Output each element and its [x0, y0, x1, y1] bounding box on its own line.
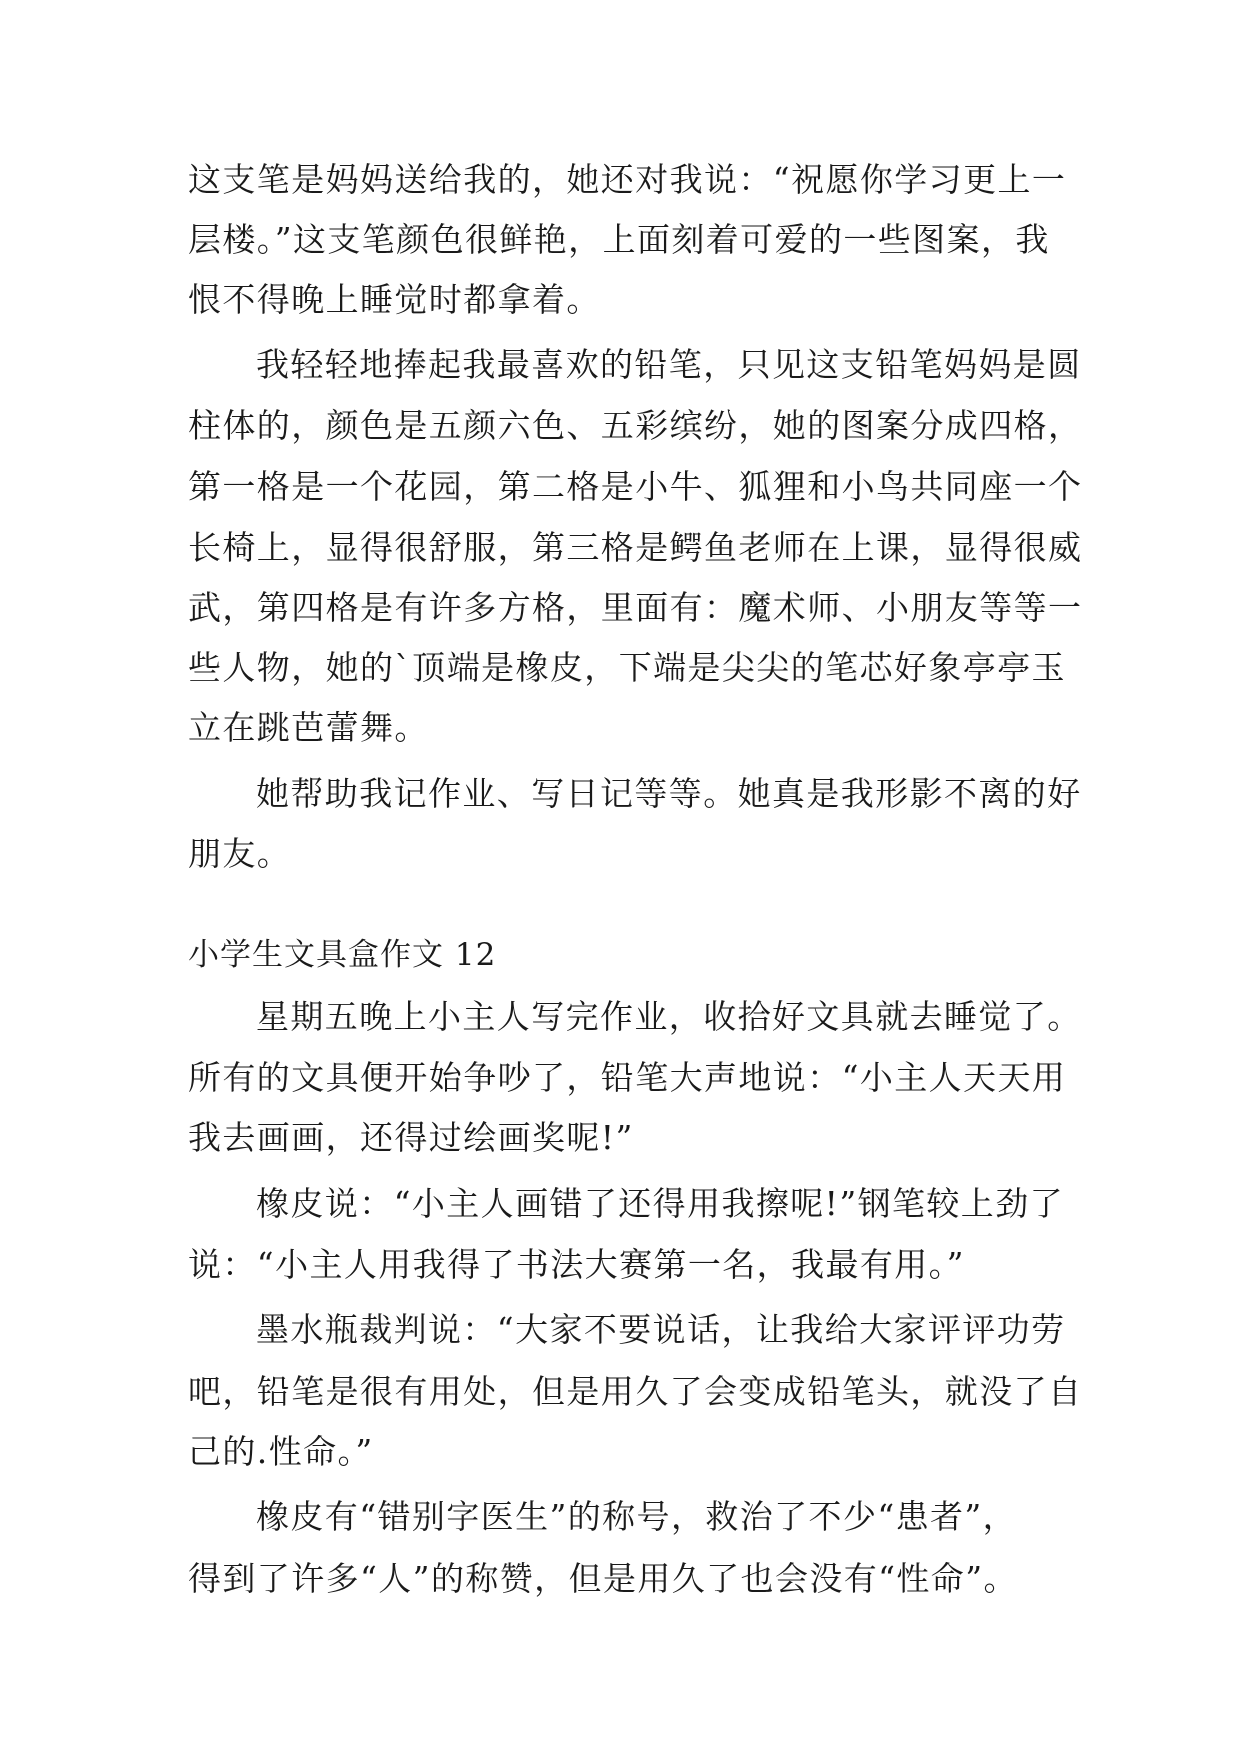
- text-line: 己的.性命。”: [188, 1432, 374, 1471]
- text-line: 橡皮有“错别字医生”的称号，救治了不少“患者”，: [256, 1497, 1018, 1536]
- text-line: 立在跳芭蕾舞。: [188, 708, 429, 747]
- text-line: 武，第四格是有许多方格，里面有：魔术师、小朋友等等一: [188, 588, 1083, 627]
- text-line: 我轻轻地捧起我最喜欢的铅笔，只见这支铅笔妈妈是圆: [256, 345, 1082, 384]
- text-line: 层楼。”这支笔颜色很鲜艳，上面刻着可爱的一些图案，我: [188, 220, 1050, 259]
- text-line: 星期五晚上小主人写完作业，收拾好文具就去睡觉了。: [256, 997, 1082, 1036]
- text-line: 这支笔是妈妈送给我的，她还对我说：“祝愿你学习更上一: [188, 160, 1067, 199]
- text-line: 第一格是一个花园，第二格是小牛、狐狸和小鸟共同座一个: [188, 467, 1083, 506]
- text-line: 说：“小主人用我得了书法大赛第一名，我最有用。”: [188, 1245, 965, 1284]
- section-heading: 小学生文具盒作文 12: [188, 937, 497, 973]
- text-line: 得到了许多“人”的称赞，但是用久了也会没有“性命”。: [188, 1559, 1018, 1598]
- text-line: 柱体的，颜色是五颜六色、五彩缤纷，她的图案分成四格，: [188, 406, 1083, 445]
- text-line: 恨不得晚上睡觉时都拿着。: [188, 280, 601, 319]
- text-line: 长椅上，显得很舒服，第三格是鳄鱼老师在上课，显得很威: [188, 528, 1083, 567]
- text-line: 所有的文具便开始争吵了，铅笔大声地说：“小主人天天用: [188, 1058, 1067, 1097]
- text-line: 我去画画，还得过绘画奖呢!”: [188, 1118, 634, 1157]
- text-line: 朋友。: [188, 834, 292, 873]
- text-line: 吧，铅笔是很有用处，但是用久了会变成铅笔头，就没了自: [188, 1372, 1083, 1411]
- text-line: 她帮助我记作业、写日记等等。她真是我形影不离的好: [256, 774, 1082, 813]
- text-line: 橡皮说：“小主人画错了还得用我擦呢!”钢笔较上劲了: [256, 1184, 1065, 1223]
- text-line: 些人物，她的`顶端是橡皮，下端是尖尖的笔芯好象亭亭玉: [188, 648, 1066, 687]
- text-line: 墨水瓶裁判说：“大家不要说话，让我给大家评评功劳: [256, 1310, 1066, 1349]
